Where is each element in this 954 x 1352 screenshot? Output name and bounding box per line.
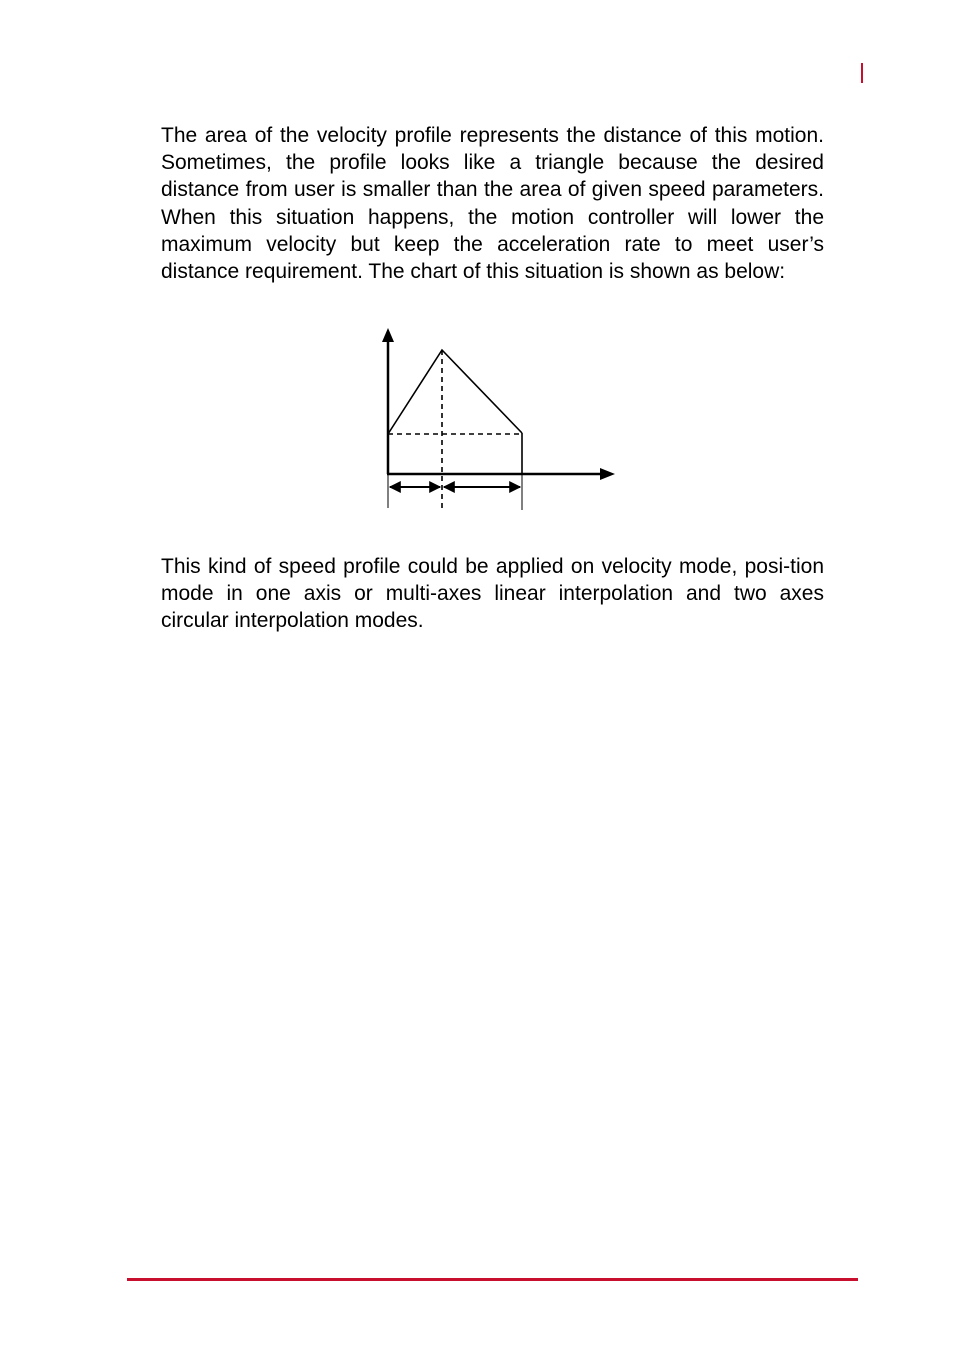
velocity-axis-arrowhead [382, 328, 394, 342]
header-accent-mark [861, 63, 863, 83]
body-paragraph-applications: This kind of speed profile could be applied on velocity mode, posi-tion mode in one axis or multi-axes linear interpolation and two axes circular interpolation modes. [161, 555, 824, 633]
body-paragraph-intro: The area of the velocity profile represents the distance of this motion. Sometimes, the profile looks like a triangle because the desired distance from user is smaller than the area of given speed parameters. When this situation happens, the motion controller will lower the maximum velocity but keep the acceleration rate to meet user’s distance requirement. The chart of this situation is shown as below: [161, 124, 824, 284]
velocity-profile-diagram [370, 320, 630, 520]
footer-rule [127, 1278, 858, 1281]
time-axis-arrowhead [600, 468, 615, 480]
triangular-velocity-profile [388, 350, 522, 434]
